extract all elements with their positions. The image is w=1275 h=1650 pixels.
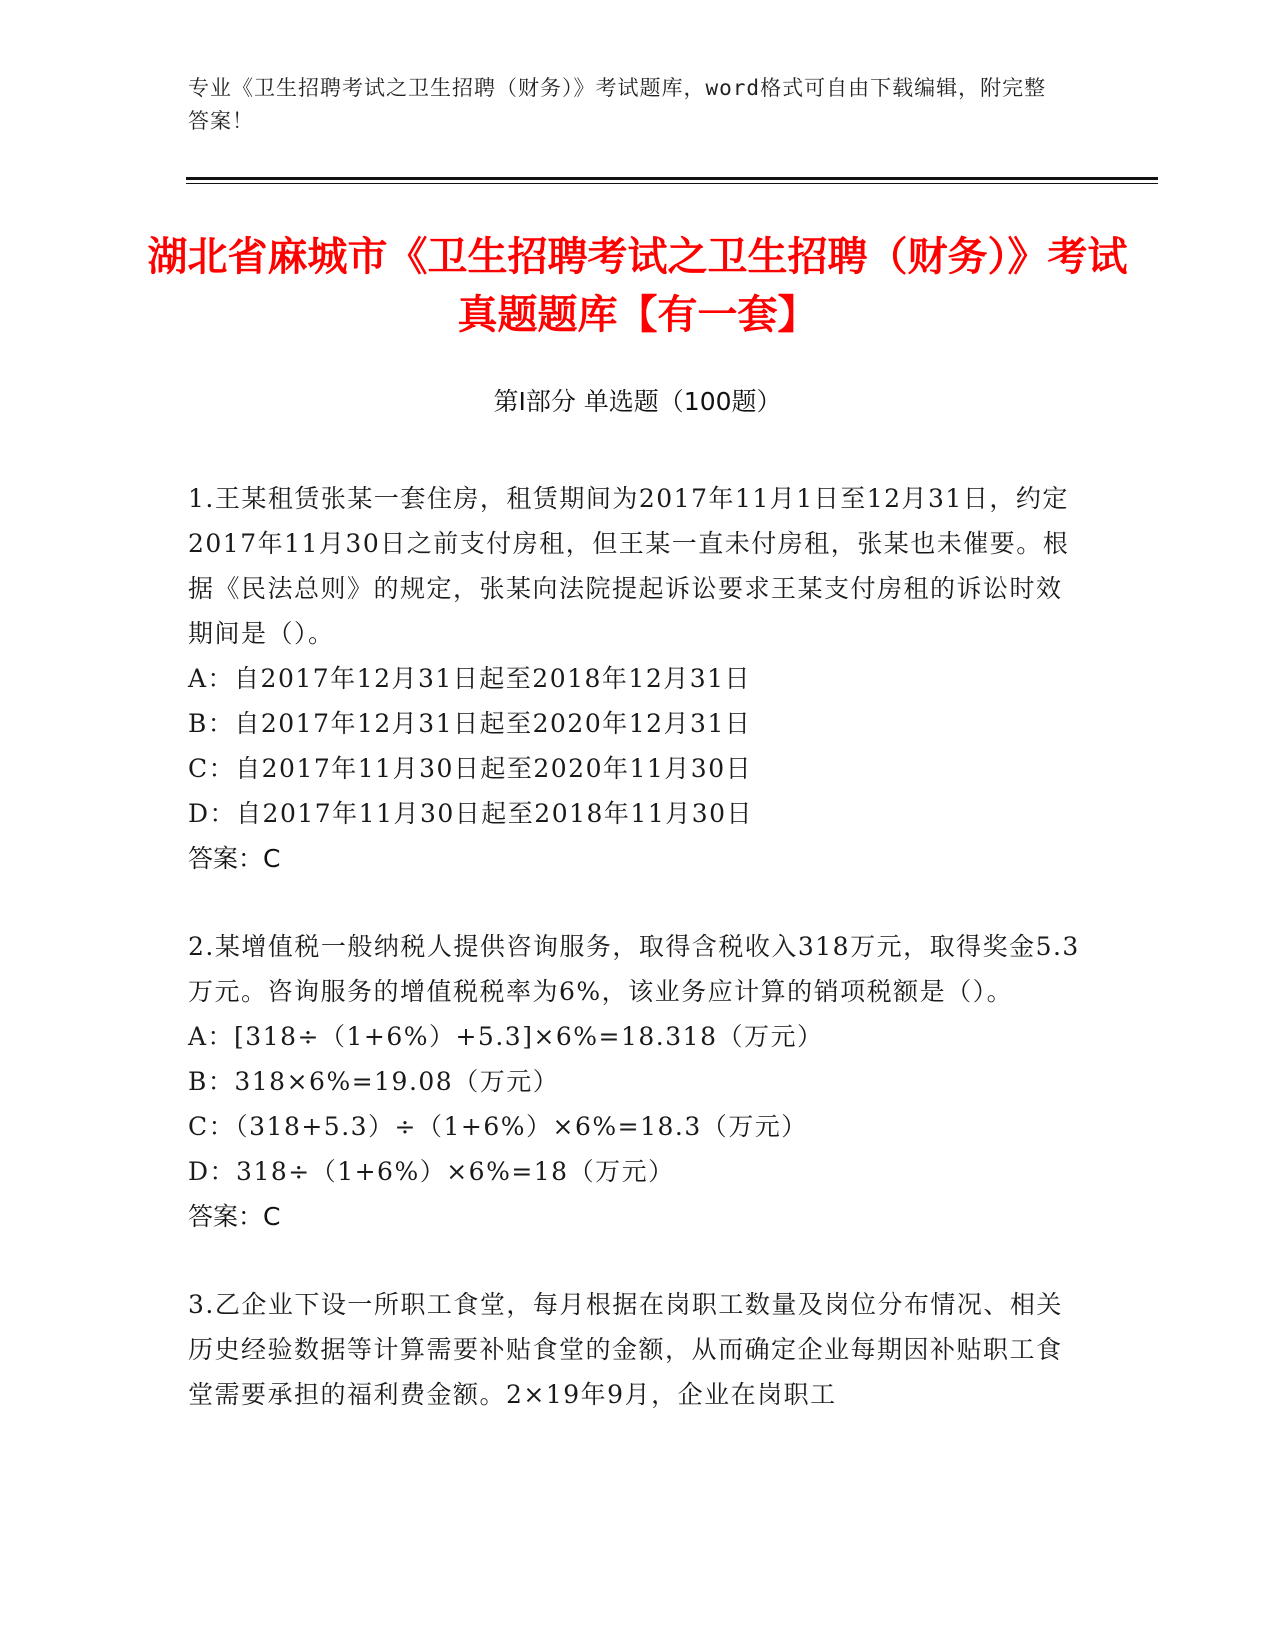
- answer: 答案：C: [188, 844, 281, 873]
- option-d: D：318÷（1+6%）×6%=18（万元）: [188, 1157, 675, 1186]
- option-c: C：自2017年11月30日起至2020年11月30日: [188, 754, 753, 783]
- question-stem: 3.乙企业下设一所职工食堂，每月根据在岗职工数量及岗位分布情况、相关历史经验数据等计算需要补贴食堂的金额，从而确定企业每期因补贴职工食堂需要承担的福利费金额。2×19年9月，企业在岗职工: [188, 1290, 1063, 1409]
- section-heading: 第Ⅰ部分 单选题（100题）: [493, 387, 782, 416]
- option-b: B：318×6%=19.08（万元）: [188, 1067, 560, 1096]
- option-a: A：[318÷（1+6%）+5.3]×6%=18.318（万元）: [188, 1022, 824, 1051]
- header-divider-thin: [186, 183, 1158, 184]
- question-stem: 1.王某租赁张某一套住房，租赁期间为2017年11月1日至12月31日，约定2017年11月30日之前支付房租，但王某一直未付房租，张某也未催要。根据《民法总则》的规定，张某向法院提起诉讼要求王某支付房租的诉讼时效期间是（）。: [188, 484, 1070, 648]
- question-3: [188, 1282, 1083, 1417]
- option-a: A：自2017年12月31日起至2018年12月31日: [188, 664, 752, 693]
- option-d: D：自2017年11月30日起至2018年11月30日: [188, 799, 754, 828]
- question-2: [188, 924, 1083, 1239]
- document-title: 湖北省麻城市《卫生招聘考试之卫生招聘（财务）》考试真题题库【有一套】: [147, 234, 1128, 338]
- answer: 答案：C: [188, 1202, 281, 1231]
- question-list: [188, 476, 1083, 1460]
- header-note: 专业《卫生招聘考试之卫生招聘（财务）》考试题库，word格式可自由下载编辑，附完整答案！: [188, 76, 1047, 133]
- header-divider-thick: [186, 177, 1158, 180]
- option-c: C：（318+5.3）÷（1+6%）×6%=18.3（万元）: [188, 1112, 808, 1141]
- option-b: B：自2017年12月31日起至2020年12月31日: [188, 709, 752, 738]
- question-stem: 2.某增值税一般纳税人提供咨询服务，取得含税收入318万元，取得奖金5.3万元。咨询服务的增值税税率为6%，该业务应计算的销项税额是（）。: [188, 932, 1080, 1006]
- question-1: [188, 476, 1083, 881]
